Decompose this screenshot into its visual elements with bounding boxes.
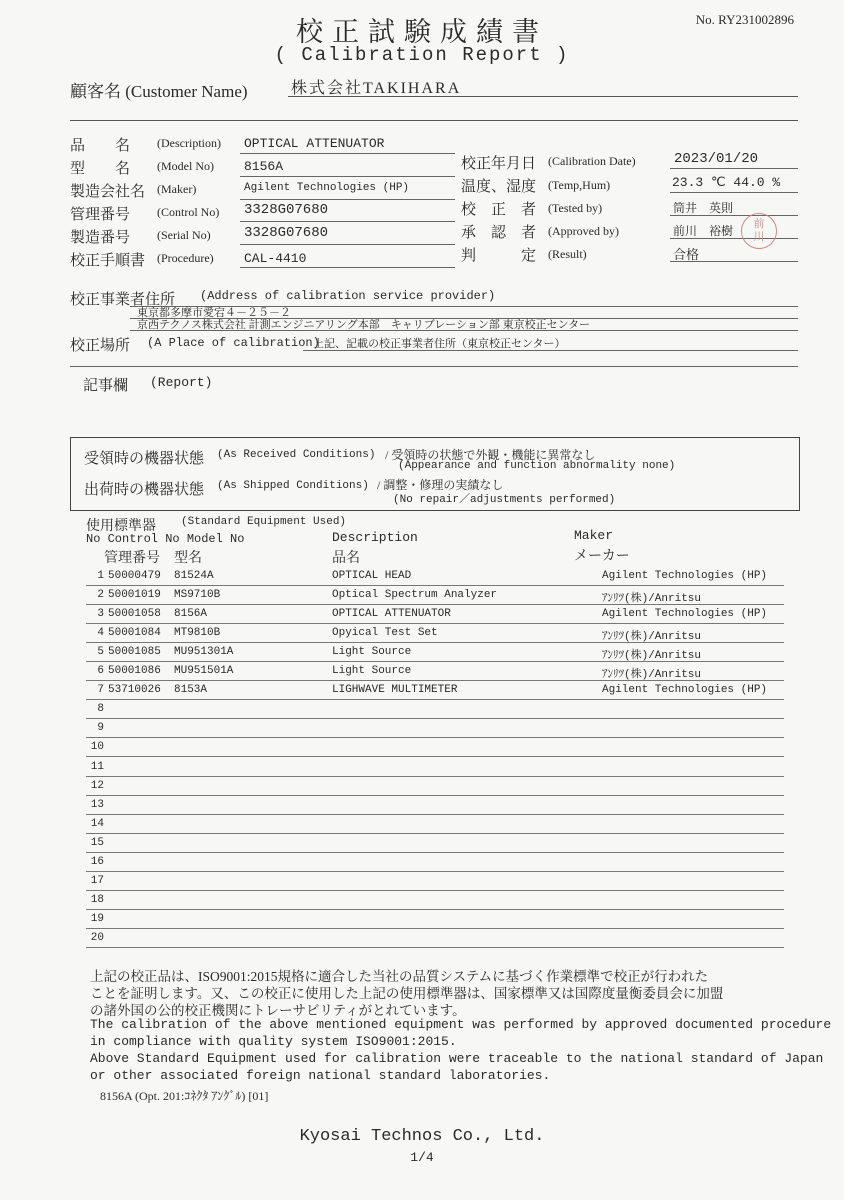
row-divider — [86, 623, 784, 624]
row-divider — [86, 871, 784, 872]
field-label-jp: 型 名 — [70, 161, 131, 177]
description: Light Source — [332, 646, 412, 658]
calibration-date-value: 2023/01/20 — [674, 151, 759, 167]
row-divider — [86, 890, 784, 891]
field-label-jp: 承 認 者 — [461, 225, 537, 241]
serial-no-value: 3328G07680 — [244, 225, 329, 241]
option-note: 8156A (Opt. 201:ｺﾈｸﾀ ｱﾝｸﾞﾙ) [01] — [100, 1089, 269, 1103]
field-label-jp: 校正手順書 — [70, 253, 146, 269]
row-divider — [86, 604, 784, 605]
field-label-jp: 校 正 者 — [461, 202, 537, 218]
description: Opyical Test Set — [332, 627, 438, 639]
seal-text: 前 — [753, 218, 765, 230]
row-number: 13 — [90, 799, 104, 811]
table-row — [90, 835, 784, 853]
temp-hum-value: 23.3 ℃ 44.0 % — [672, 175, 781, 190]
row-divider — [86, 795, 784, 796]
field-label-en: (Result) — [548, 247, 587, 261]
equipment-header-ctrl-model-jp: 管理番号 型名 — [104, 551, 202, 566]
report-label: 記事欄 — [83, 378, 129, 394]
row-number: 17 — [90, 875, 104, 887]
maker: Agilent Technologies (HP) — [602, 608, 768, 620]
field-label-jp: 製造会社名 — [70, 184, 146, 200]
field-label-jp: 品 名 — [70, 138, 131, 154]
table-row — [90, 701, 784, 719]
row-divider — [86, 814, 784, 815]
field-label-en: (Maker) — [157, 182, 197, 196]
model-number: 8153A — [174, 684, 208, 696]
statement-jp-line: ことを証明します。又、この校正に使用した上記の使用標準器は、国家標準又は国際度量衡委員会に加盟 — [90, 986, 724, 1001]
page-number: 1/4 — [410, 1150, 434, 1165]
footer-company: Kyosai Technos Co., Ltd. — [299, 1127, 545, 1146]
description: Optical Spectrum Analyzer — [332, 589, 498, 601]
page-subtitle: ( Calibration Report ) — [274, 44, 570, 66]
equipment-header-ids: No Control No Model No — [86, 532, 245, 546]
conditions-box — [70, 437, 800, 511]
field-label-jp: 温度、湿度 — [461, 179, 537, 195]
table-row — [90, 759, 784, 777]
row-number: 5 — [97, 646, 104, 658]
description: LIGHWAVE MULTIMETER — [332, 684, 458, 696]
row-divider — [86, 909, 784, 910]
approved-by-value: 前川 裕樹 — [673, 224, 734, 238]
statement-jp-line: の諸外国の公的校正機関にトレーサビリティがとれています。 — [90, 1003, 466, 1018]
control-number: 50001084 — [108, 627, 161, 639]
statement-jp-line: 上記の校正品は、ISO9001:2015規格に適合した当社の品質システムに基づく作業標準で校正が行われた — [90, 969, 709, 984]
field-label-en: (Serial No) — [157, 228, 211, 242]
statement-en-line: or other associated foreign national standard laboratories. — [90, 1068, 551, 1083]
place-value: 上記、記載の校正事業者住所（東京校正センター） — [313, 338, 566, 350]
control-number: 50001058 — [108, 608, 161, 620]
row-divider — [86, 928, 784, 929]
model-number: MS9710B — [174, 589, 221, 601]
field-label-en: (Approved by) — [548, 224, 619, 238]
place-label-en: (A Place of calibration) — [147, 336, 320, 350]
result-value: 合格 — [673, 247, 700, 262]
maker: ｱﾝﾘﾂ(株)/Anritsu — [602, 593, 702, 605]
table-row — [90, 911, 784, 929]
provider-label: 校正事業者住所 — [70, 292, 176, 308]
row-number: 1 — [97, 570, 104, 582]
table-row — [90, 568, 784, 586]
control-number: 50000479 — [108, 570, 161, 582]
tested-by-value: 筒井 英則 — [673, 201, 734, 215]
table-row — [90, 739, 784, 757]
table-row — [90, 663, 784, 681]
row-divider — [86, 699, 784, 700]
shipped-value-en: (No repair／adjustments performed) — [393, 494, 616, 506]
maker: Agilent Technologies (HP) — [602, 684, 768, 696]
table-row — [90, 797, 784, 815]
model-value: 8156A — [244, 159, 284, 174]
equipment-header-desc: Description — [332, 530, 418, 545]
description: OPTICAL ATTENUATOR — [332, 608, 451, 620]
description-value: OPTICAL ATTENUATOR — [244, 136, 385, 151]
table-row — [90, 587, 784, 605]
row-number: 19 — [90, 913, 104, 925]
row-number: 4 — [97, 627, 104, 639]
table-row — [90, 778, 784, 796]
seal-text: 川 — [753, 231, 765, 243]
statement-en-line: The calibration of the above mentioned equipment was performed by approved documented procedure — [90, 1017, 832, 1032]
maker: Agilent Technologies (HP) — [602, 570, 768, 582]
row-divider — [86, 718, 784, 719]
row-number: 9 — [97, 722, 104, 734]
report-label-en: (Report) — [150, 375, 213, 390]
field-label-en: (Calibration Date) — [548, 154, 636, 168]
row-number: 10 — [90, 741, 104, 753]
field-label-en: (Tested by) — [548, 201, 603, 215]
customer-name: 株式会社TAKIHARA — [291, 80, 462, 97]
model-number: MU951501A — [174, 665, 234, 677]
place-label: 校正場所 — [70, 338, 131, 354]
table-row — [90, 816, 784, 834]
row-number: 3 — [97, 608, 104, 620]
shipped-label: 出荷時の機器状態 — [84, 482, 205, 498]
table-row — [90, 930, 784, 948]
maker: ｱﾝﾘﾂ(株)/Anritsu — [602, 669, 702, 681]
statement-en-line: Above Standard Equipment used for calibration were traceable to the national standard of Japan — [90, 1051, 824, 1066]
received-value: / 受領時の状態で外観・機能に異常なし — [385, 448, 596, 462]
row-number: 7 — [97, 684, 104, 696]
row-number: 2 — [97, 589, 104, 601]
field-label-jp: 校正年月日 — [461, 156, 537, 172]
field-label-jp: 管理番号 — [70, 207, 131, 223]
field-label-en: (Description) — [157, 136, 221, 150]
shipped-label-en: (As Shipped Conditions) — [217, 480, 369, 492]
model-number: MT9810B — [174, 627, 221, 639]
document-number: No. RY231002896 — [695, 12, 794, 27]
provider-label-en: (Address of calibration service provider) — [200, 289, 496, 303]
row-number: 11 — [90, 761, 104, 773]
description: Light Source — [332, 665, 412, 677]
row-divider — [86, 642, 784, 643]
control-no-value: 3328G07680 — [244, 202, 329, 218]
provider-company: 京西テクノス株式会社 計測エンジニアリング本部 キャリブレーション部 東京校正センター — [137, 319, 591, 331]
control-number: 53710026 — [108, 684, 161, 696]
maker: ｱﾝﾘﾂ(株)/Anritsu — [602, 650, 702, 662]
row-divider — [86, 833, 784, 834]
maker: ｱﾝﾘﾂ(株)/Anritsu — [602, 631, 702, 643]
row-divider — [86, 852, 784, 853]
table-row — [90, 873, 784, 891]
field-label-en: (Model No) — [157, 159, 214, 173]
field-label-jp: 製造番号 — [70, 230, 131, 246]
table-row — [90, 720, 784, 738]
field-label-en: (Procedure) — [157, 251, 214, 265]
row-number: 20 — [90, 932, 104, 944]
equipment-header-maker: Maker — [574, 528, 614, 543]
row-divider — [86, 680, 784, 681]
row-number: 6 — [97, 665, 104, 677]
equipment-title: 使用標準器 — [86, 519, 156, 534]
table-row — [90, 644, 784, 662]
field-label-en: (Temp,Hum) — [548, 178, 611, 192]
row-divider — [86, 585, 784, 586]
row-divider — [86, 756, 784, 757]
control-number: 50001085 — [108, 646, 161, 658]
row-divider — [86, 661, 784, 662]
row-divider — [86, 947, 784, 948]
table-row — [90, 854, 784, 872]
model-number: 81524A — [174, 570, 214, 582]
field-label-en: (Control No) — [157, 205, 220, 219]
row-divider — [86, 776, 784, 777]
row-divider — [86, 737, 784, 738]
maker-value: Agilent Technologies (HP) — [244, 182, 410, 194]
statement-en-line: in compliance with quality system ISO9001:2015. — [90, 1034, 457, 1049]
model-number: MU951301A — [174, 646, 234, 658]
description: OPTICAL HEAD — [332, 570, 412, 582]
procedure-value: CAL-4410 — [244, 251, 307, 266]
control-number: 50001086 — [108, 665, 161, 677]
row-number: 18 — [90, 894, 104, 906]
equipment-title-en: (Standard Equipment Used) — [181, 516, 347, 528]
received-value-en: (Appearance and function abnormality none) — [398, 460, 676, 472]
field-label-jp: 判 定 — [461, 248, 537, 264]
table-row — [90, 682, 784, 700]
table-row — [90, 892, 784, 910]
customer-label: 顧客名 (Customer Name) — [70, 82, 248, 101]
control-number: 50001019 — [108, 589, 161, 601]
row-number: 8 — [97, 703, 104, 715]
table-row — [90, 606, 784, 624]
table-row — [90, 625, 784, 643]
page-title: 校正試験成績書 — [296, 17, 548, 47]
equipment-header-desc-jp: 品名 — [332, 551, 360, 566]
approval-seal — [741, 213, 777, 249]
shipped-value: / 調整・修理の実績なし — [377, 478, 504, 492]
model-number: 8156A — [174, 608, 208, 620]
equipment-header-maker-jp: メーカー — [574, 549, 630, 564]
row-number: 15 — [90, 837, 104, 849]
row-number: 12 — [90, 780, 104, 792]
row-number: 16 — [90, 856, 104, 868]
row-number: 14 — [90, 818, 104, 830]
received-label: 受領時の機器状態 — [84, 451, 205, 467]
received-label-en: (As Received Conditions) — [217, 449, 376, 461]
provider-address: 東京都多摩市愛宕４－２５－２ — [137, 307, 291, 319]
